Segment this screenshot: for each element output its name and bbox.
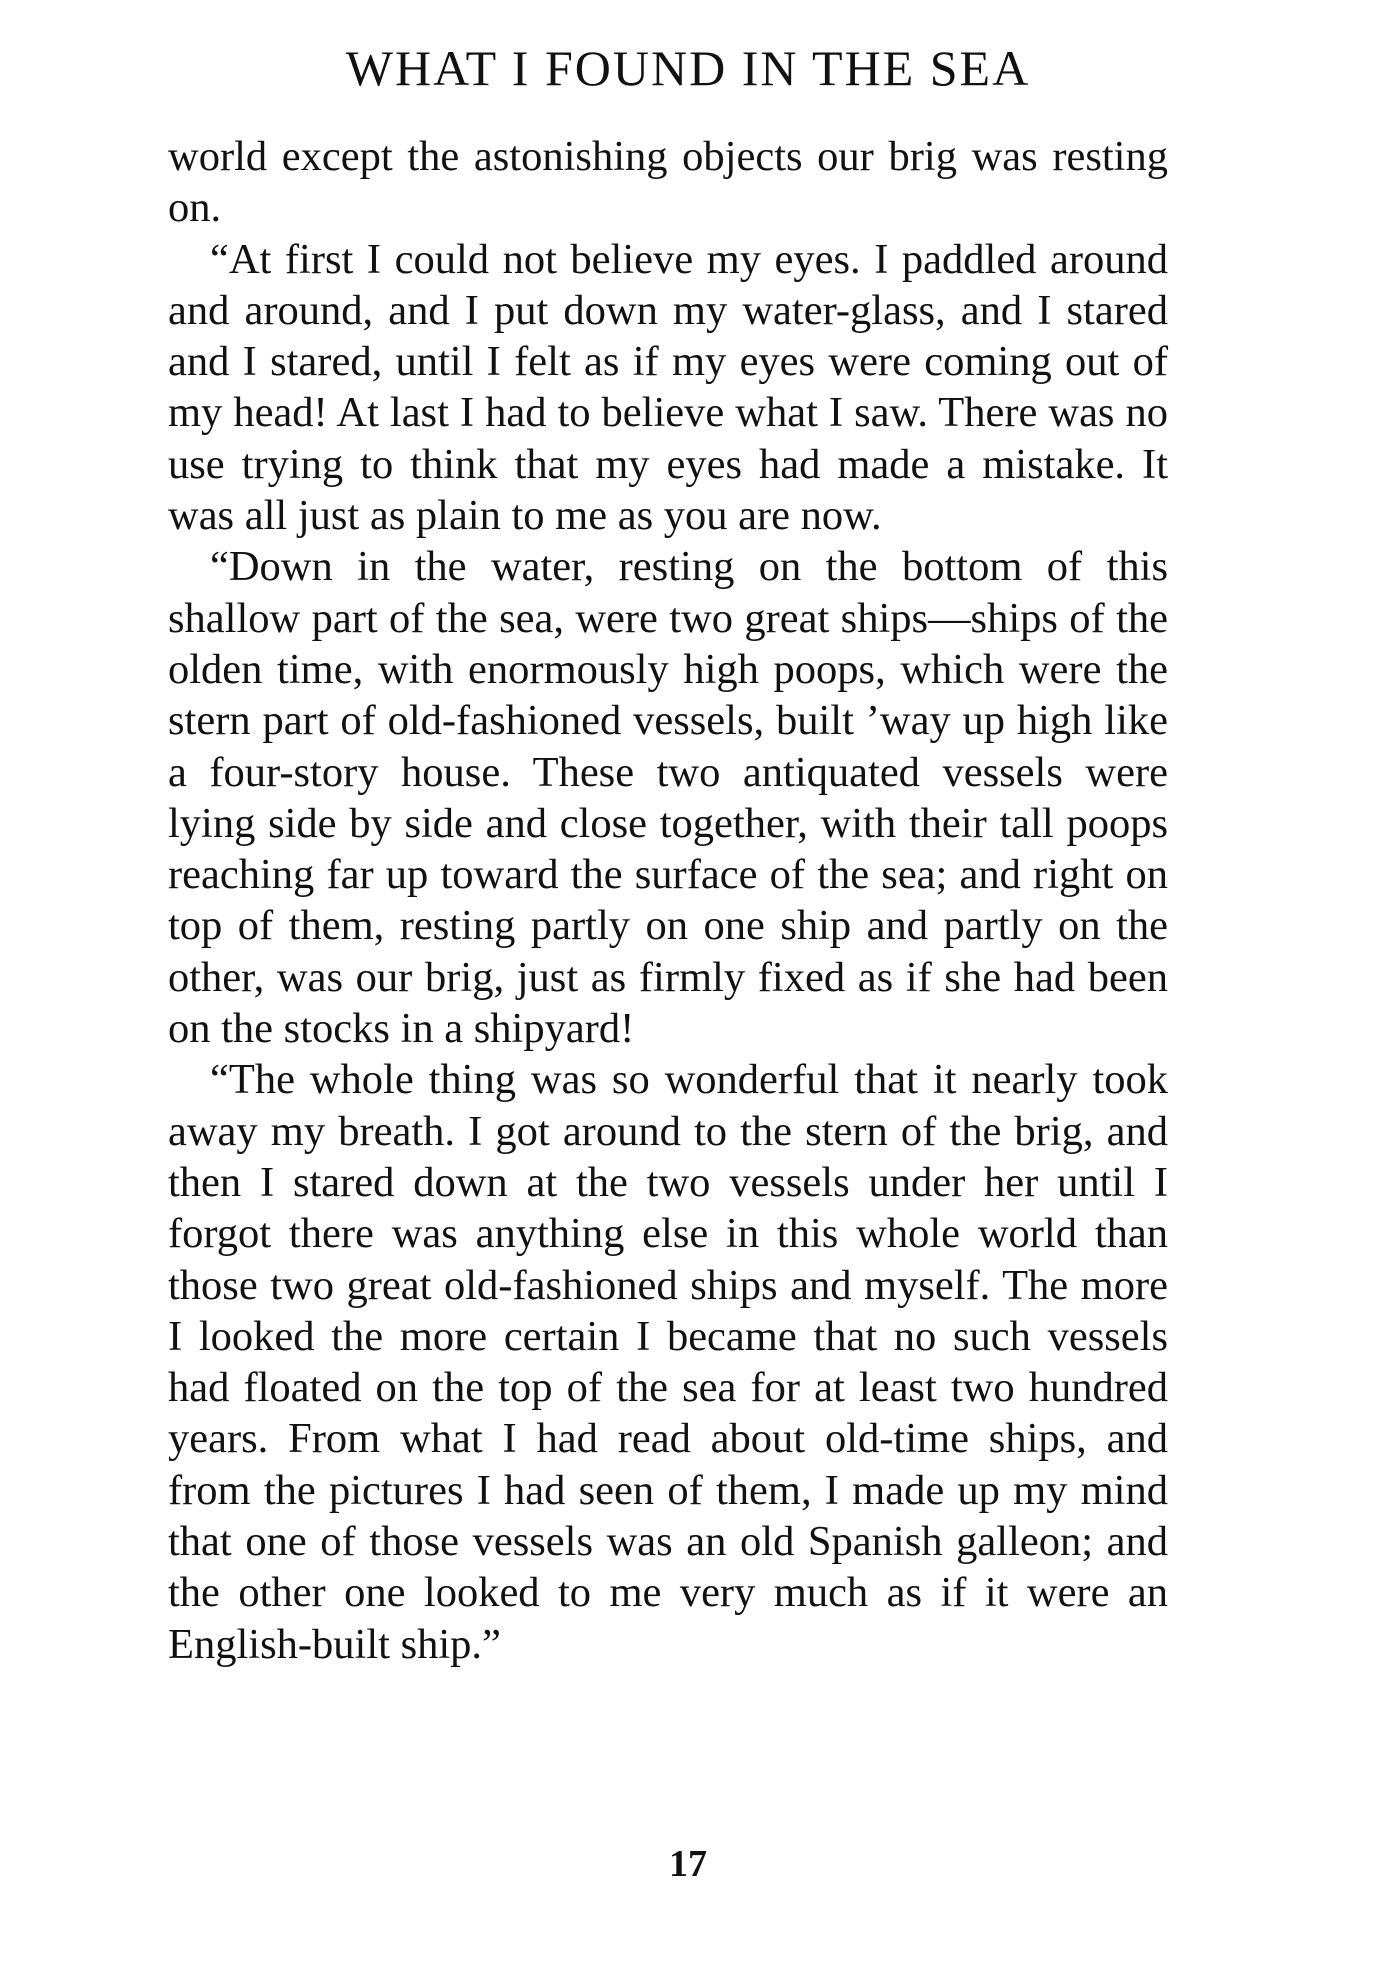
paragraph-continuation: world except the astonishing objects our brig was resting on. (168, 133, 1168, 232)
running-head: WHAT I FOUND IN THE SEA (345, 40, 1031, 96)
body-text (168, 131, 1168, 1670)
paragraph: “At first I could not believe my eyes. I paddled around and around, and I put down my water-glass, and I stared and I stared, until I felt as if my eyes were coming out of my head! At last I had to believe what I saw. There was no use trying to think that my eyes had made a mistake. It was all just as plain to me as you are now. (168, 235, 1168, 540)
paragraph: “Down in the water, resting on the bottom of this shallow part of the sea, were two great ships—ships of the olden time, with enormously high poops, which were the stern part of old-fashioned vessels, built ’way up high like a four-story house. These two antiquated vessels were lying side by side and close together, with their tall poops reaching far up toward the surface of the sea; and right on top of them, resting partly on one ship and partly on the other, was our brig, just as firmly fixed as if she had been on the stocks in a shipyard! (168, 543, 1168, 1053)
page-number: 17 (669, 1843, 707, 1885)
paragraph: “The whole thing was so wonderful that it nearly took away my breath. I got around to the stern of the brig, and then I stared down at the two vessels under her until I forgot there was anything else in this whole world than those two great old-fashioned ships and myself. The more I looked the more certain I became that no such vessels had floated on the top of the sea for at least two hundred years. From what I had read about old-time ships, and from the pictures I had seen of them, I made up my mind that one of those vessels was an old Spanish galleon; and the other one looked to me very much as if it were an English-built ship.” (168, 1056, 1168, 1668)
